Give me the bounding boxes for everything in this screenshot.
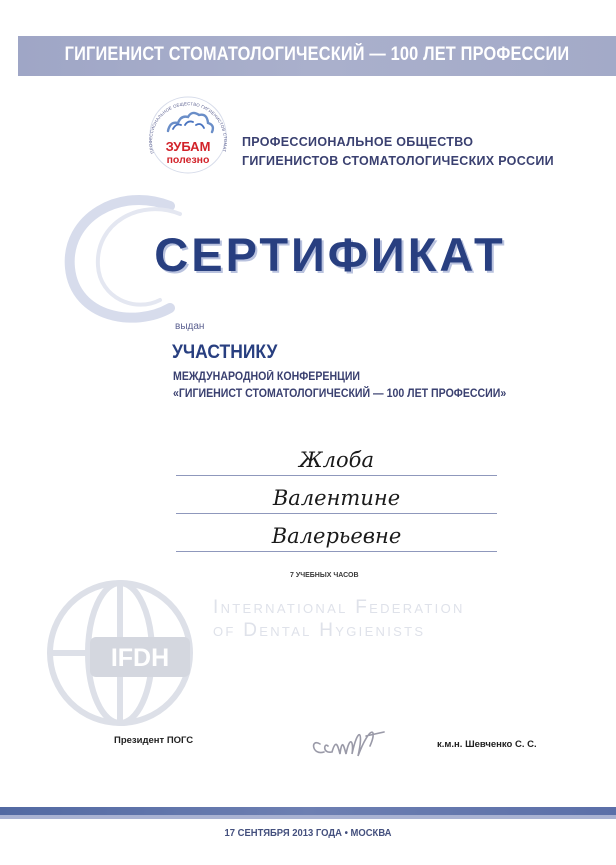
logo-word-zubam: ЗУБАМ	[165, 139, 211, 154]
handwritten-signature	[300, 716, 410, 766]
certificate-title: СЕРТИФИКАТ	[154, 228, 506, 281]
conference-line-2: «ГИГИЕНИСТ СТОМАТОЛОГИЧЕСКИЙ — 100 ЛЕТ ПРОФЕССИИ»	[173, 388, 507, 400]
recipient-patronymic: Валерьевне	[271, 524, 402, 548]
footer-date-place: 17 СЕНТЯБРЯ 2013 ГОДА • МОСКВА	[224, 827, 392, 839]
footer-band-light	[0, 815, 616, 819]
ifdh-badge-text: IFDH	[110, 644, 170, 672]
society-line-2: ГИГИЕНИСТОВ СТОМАТОЛОГИЧЕСКИХ РОССИИ	[242, 154, 554, 168]
ifdh-line-1: International Federation	[213, 597, 465, 618]
header-title: ГИГИЕНИСТ СТОМАТОЛОГИЧЕСКИЙ — 100 ЛЕТ ПРОФЕССИИ	[64, 44, 570, 65]
conference-line-1: МЕЖДУНАРОДНОЙ КОНФЕРЕНЦИИ	[173, 371, 361, 383]
study-hours: 7 УЧЕБНЫХ ЧАСОВ	[290, 572, 359, 579]
issued-label: выдан	[175, 321, 205, 332]
ifdh-globe-logo	[40, 567, 200, 739]
first-name-underline	[176, 513, 497, 514]
logo-ring-text: ПРОФЕССИОНАЛЬНОЕ ОБЩЕСТВО ГИГИЕНИСТОВ СТОМАТ	[147, 101, 229, 155]
conference-name	[173, 369, 541, 403]
recipient-first-name: Валентине	[272, 486, 401, 510]
surname-underline	[176, 475, 497, 476]
footer-band	[0, 807, 616, 815]
recipient-role: УЧАСТНИКУ	[172, 342, 278, 363]
header-band	[18, 36, 616, 76]
signer-label: к.м.н. Шевченко С. С.	[437, 739, 537, 750]
ifdh-name	[213, 596, 465, 642]
president-label: Президент ПОГС	[114, 735, 194, 746]
ifdh-line-2: of Dental Hygienists	[213, 620, 426, 641]
logo-word-polezno: полезно	[166, 154, 210, 166]
society-line-1: ПРОФЕССИОНАЛЬНОЕ ОБЩЕСТВО	[242, 135, 474, 149]
society-logo	[140, 93, 236, 177]
society-name	[242, 133, 582, 171]
patronymic-underline	[176, 551, 497, 552]
recipient-surname: Жлоба	[299, 448, 374, 472]
